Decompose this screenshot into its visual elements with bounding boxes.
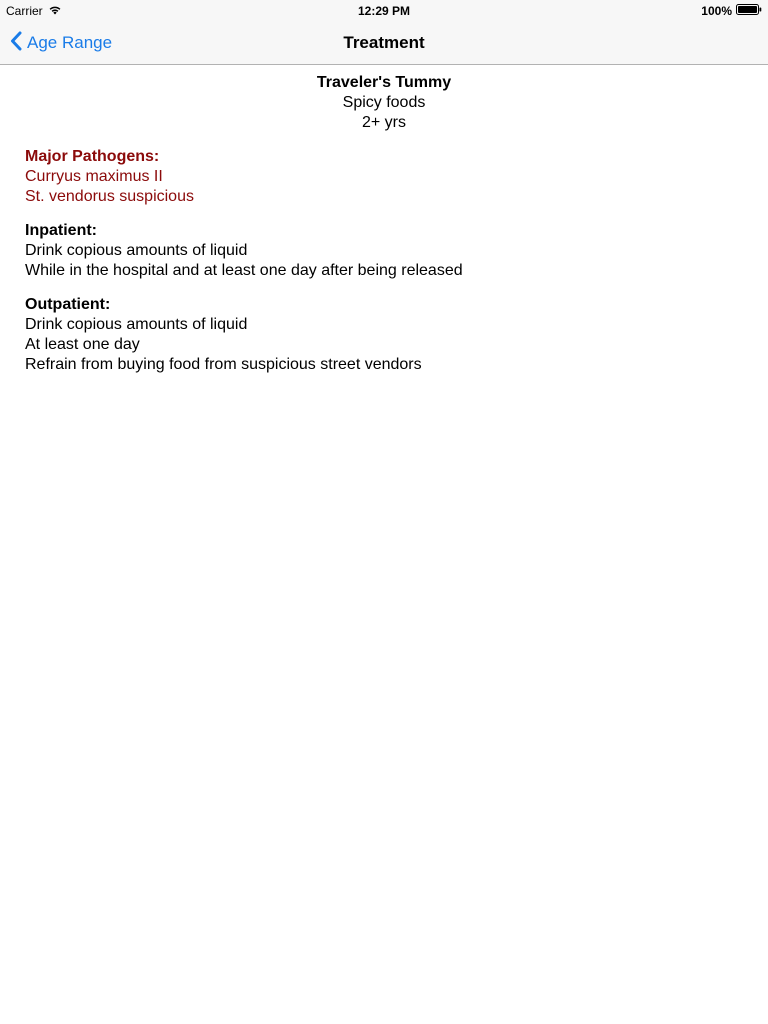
treatment-content <box>0 73 768 375</box>
outpatient-line: At least one day <box>25 336 140 353</box>
pathogen-item: Curryus maximus II <box>25 168 163 185</box>
outpatient-line: Drink copious amounts of liquid <box>25 316 248 333</box>
outpatient-section <box>0 295 768 375</box>
back-button-label: Age Range <box>27 33 113 52</box>
condition-header <box>0 73 768 133</box>
outpatient-line: Refrain from buying food from suspicious street vendors <box>25 356 422 373</box>
status-battery-group <box>701 4 762 18</box>
navigation-bar <box>0 22 768 65</box>
condition-subtitle: Spicy foods <box>342 94 426 111</box>
status-time: 12:29 PM <box>357 4 411 18</box>
carrier-label: Carrier <box>6 4 43 18</box>
status-bar <box>0 0 768 22</box>
condition-age: 2+ yrs <box>361 114 406 131</box>
pathogen-item: St. vendorus suspicious <box>25 188 194 205</box>
inpatient-line: While in the hospital and at least one day after being released <box>25 262 463 279</box>
nav-title: Treatment <box>343 33 425 52</box>
inpatient-section <box>0 221 768 281</box>
pathogens-section <box>0 147 768 207</box>
outpatient-heading: Outpatient: <box>25 296 111 313</box>
pathogens-heading: Major Pathogens: <box>25 148 160 165</box>
inpatient-line: Drink copious amounts of liquid <box>25 242 248 259</box>
battery-percent: 100% <box>701 4 732 18</box>
inpatient-heading: Inpatient: <box>25 222 97 239</box>
battery-icon <box>736 4 762 18</box>
condition-title: Traveler's Tummy <box>316 74 452 91</box>
